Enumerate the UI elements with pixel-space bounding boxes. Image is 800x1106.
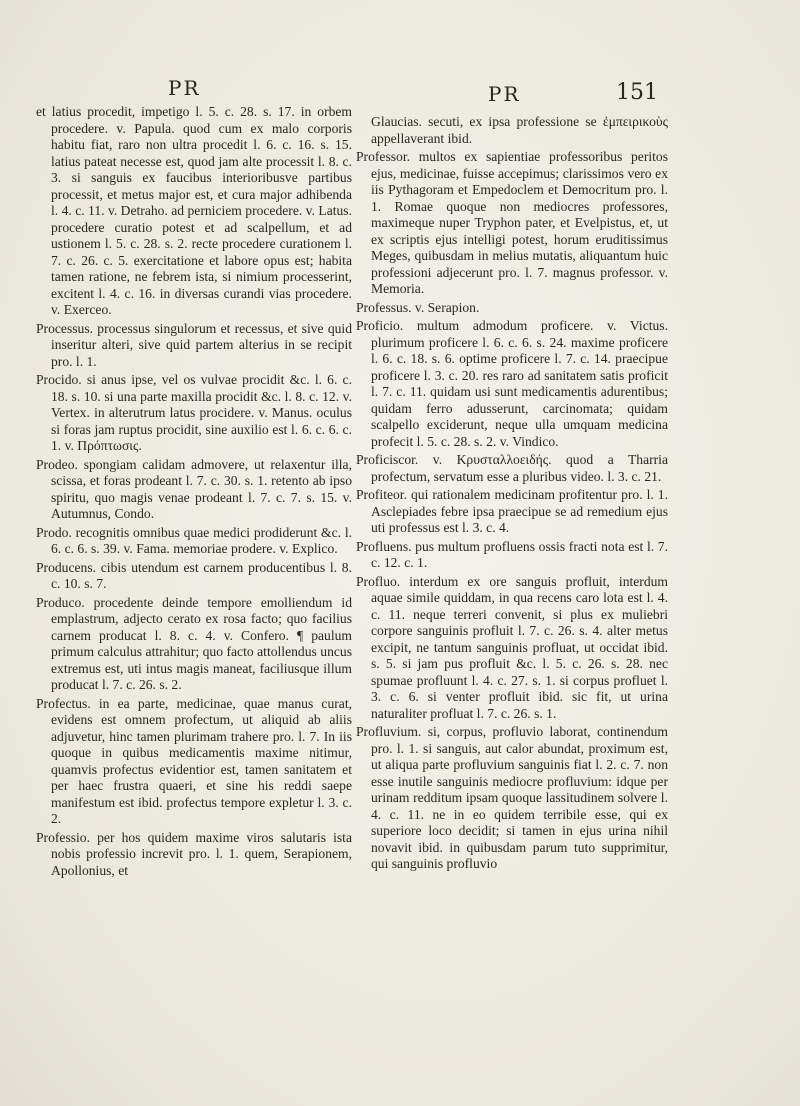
- entry-profectus: Profectus. in ea parte, medicinae, quae manus curat, evidens est omnem profectum, ut aliquid ab aliis adjuvetur, hinc tamen plurimam trahere pro. l. 7. In iis quoque in quibus medicamentis maxime nitimur, quamvis profectus evidentior est, tamen sanitatem et per haec frustra quaeri, et sine his reddi saepe manifestum est ibid. profectus tempore expletur l. 3. c. 2.: [36, 695, 352, 826]
- entry-professus: Professus. v. Serapion.: [356, 299, 480, 315]
- entry-prodo: Prodo. recognitis omnibus quae medici prodiderunt &c. l. 6. c. 6. s. 39. v. Fama. memoriae prodere. v. Explico.: [36, 524, 352, 556]
- entry-professio: Professio. per hos quidem maxime viros salutaris ista nobis professio increvit pro. l. 1. quem, Serapionem, Apollonius, et: [36, 829, 352, 878]
- entry-professio-cont: Glaucias. secuti, ex ipsa professione se ἐμπειρικοὺς appellaverant ibid.: [371, 114, 668, 146]
- left-column: [36, 104, 352, 881]
- entry-procedo-cont: et latius procedit, impetigo l. 5. c. 28. s. 17. in orbem procedere. v. Papula. quod cum ex malo corporis habitu fiat, raro non ultra procedit l. 6. c. 16. s. 15. latius pateat necesse est, quod jam alte processit l. 8. c. 3. si sanguis ex faucibus interioribusve partibus processit, et metus major est, et cura major adhibenda l. 4. c. 11. v. Detraho. ad perniciem procedere. v. Latus. procedere curatio potest et ad scalpellum, et ad ustionem l. 5. c. 28. s. 2. recte procedere curationem l. 7. c. 26. c. 5. exercitatione et labore opus est; habita tamen ratione, ne febrem ista, si nimium processerint, excitent l. 4. c. 16. in diversas curandi vias procedere. v. Exerceo.: [36, 104, 352, 317]
- right-column: [356, 114, 668, 875]
- entry-producens: Producens. cibis utendum est carnem producentibus l. 8. c. 10. s. 7.: [36, 559, 352, 591]
- entry-procido: Procido. si anus ipse, vel os vulvae procidit &c. l. 6. c. 18. s. 10. si una parte maxilla procidit &c. l. 8. c. 12. v. Vertex. in alterutrum latus procidere. v. Manus. oculus si foras jam ruptus procidit, sine auxilio est l. 6. c. 6. c. 1. v. Πρόπτωσις.: [36, 372, 352, 453]
- right-running-head: PR: [488, 82, 521, 106]
- left-running-head: PR: [168, 76, 201, 100]
- entry-profluens: Profluens. pus multum profluens ossis fracti nota est l. 7. c. 12. c. 1.: [356, 538, 668, 570]
- entry-profiteor: Profiteor. qui rationalem medicinam profitentur pro. l. 1. Asclepiades febre ipsa praecipue se ad remedium ejus uti professus est l. 3. c. 4.: [356, 487, 668, 535]
- entry-proficio: Proficio. multum admodum proficere. v. Victus. plurimum proficere l. 6. c. 6. s. 24. maxime proficere l. 6. c. 18. s. 6. optime proficere l. 7. c. 14. praecipue proficere l. 3. c. 20. res raro ad sanitatem satis proficit l. 7. c. 11. quidam usi sunt medicamentis adurentibus; quidam ferro adusserunt, carcinomata; quidam scalpello exciderunt, neque ulla umquam medicina profecit l. 5. c. 28. s. 2. v. Vindico.: [356, 318, 668, 449]
- page-header: [0, 72, 800, 104]
- entry-profluvium: Profluvium. si, corpus, profluvio laborat, continendum pro. l. 1. si sanguis, aut calor abundat, proximum est, ut aliqua parte profluvium sanguinis fiat l. 2. c. 7. non esse inutile sanguinis mediocre profluvium: idque per urinam redditum ipsam quoque lassitudinem solvere l. 4. c. 11. ne in eo quidem terribile esse, qui ex superiore loco decidit; si tamen in ejus urina nihil novavit ibid. in quibusdam parum tuto supprimitur, qui sanguinis profluvio: [356, 724, 668, 871]
- entry-proficiscor: Proficiscor. v. Κρυσταλλοειδής. quod a Tharria profectum, servatum esse a pluribus video. l. 3. c. 21.: [356, 452, 668, 484]
- entry-produco: Produco. procedente deinde tempore emolliendum id emplastrum, adjecto cerato ex rosa facto; quo facilius carnem producat l. 8. c. 4. v. Confero. ¶ paulum primum calculus attrahitur; quo facto attollendus uncus extremus est, uti intus magis maneat, faciliusque illum producat l. 7. c. 26. s. 2.: [36, 594, 352, 692]
- page-number: 151: [616, 80, 658, 105]
- entry-processus: Processus. processus singulorum et recessus, et sive quid inseritur alteri, sive quid partem alterius in se recipit pro. l. 1.: [36, 320, 352, 369]
- entry-professor: Professor. multos ex sapientiae professoribus peritos ejus, medicinae, fuisse accepimus; clarissimos vero ex iis Pythagoram et Empedoclem et Democritum pro. l. 1. Romae quoque non mediocres professores, maximeque nuper Tryphon pater, et Evelpistus, et, ut ex scriptis ejus intelligi potest, horum eruditissimus Meges, quibusdam in melius mutatis, aliquantum huic professioni adjecerunt pro. l. 7. magnus professor. v. Memoria.: [356, 149, 668, 296]
- entry-profluo: Profluo. interdum ex ore sanguis profluit, interdum aquae simile quiddam, in qua recens caro lota est l. 4. c. 11. neque terreri convenit, si plus ex muliebri corpore sanguinis profluit l. 7. c. 26. s. 4. alter metus excipit, ne tantum sanguinis profluat, ut occidat ibid. s. 5. si jam pus profluit &c. l. 5. c. 26. s. 28. nec spumae profluunt l. 4. c. 27. s. 1. si corpus profluet l. 3. c. 6. si venter profluit ibid. sic fit, ut urina naturaliter profluat l. 7. c. 26. s. 1.: [356, 573, 668, 721]
- entry-prodeo: Prodeo. spongiam calidam admovere, ut relaxentur illa, scissa, et foras prodeant l. 7. c. 30. s. 1. retento ab ipso spiritu, quo magis venae prodeant l. 7. c. 7. s. 15. v. Autumnus, Condo.: [36, 456, 352, 521]
